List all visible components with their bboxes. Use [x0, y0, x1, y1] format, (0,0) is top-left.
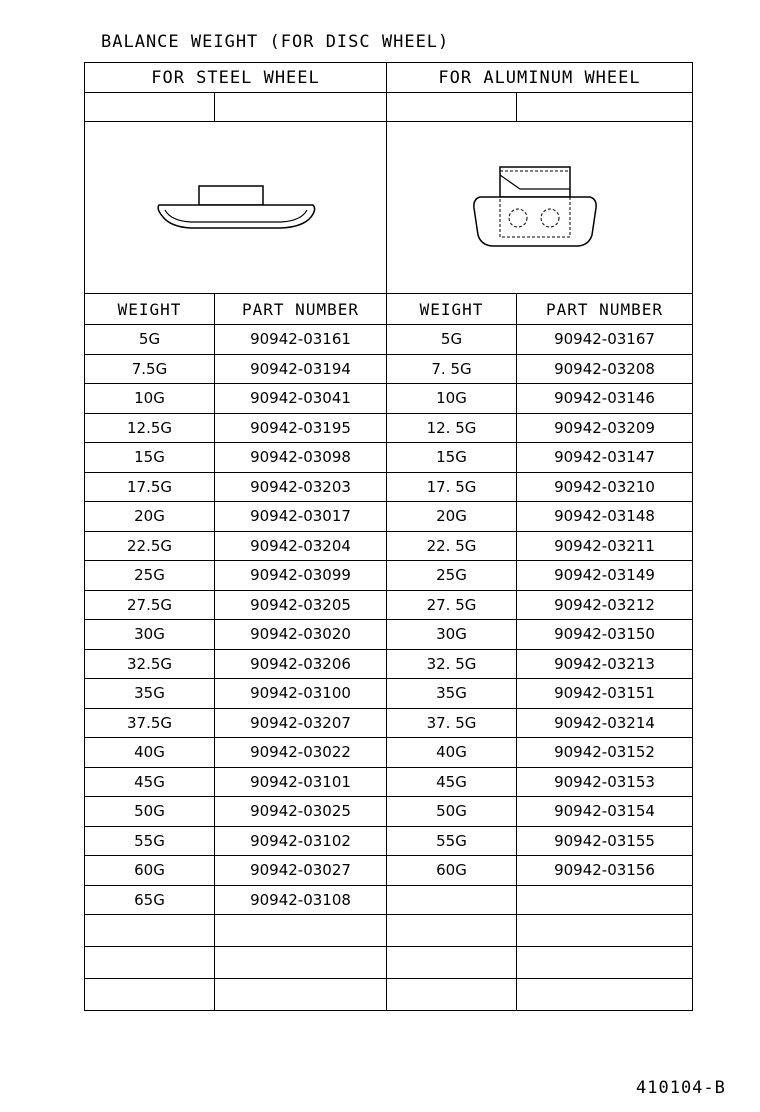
table-row — [85, 885, 693, 915]
steel-part-number-cell: 90942-03020 — [215, 620, 387, 650]
steel-weight-cell: 55G — [85, 826, 215, 856]
table-row — [85, 620, 693, 650]
steel-part-number-cell: 90942-03022 — [215, 738, 387, 768]
blank-cell — [387, 93, 517, 122]
aluminum-weight-cell: 17. 5G — [387, 472, 517, 502]
page-title: BALANCE WEIGHT (FOR DISC WHEEL) — [101, 32, 450, 52]
steel-weight-cell: 65G — [85, 885, 215, 915]
aluminum-adhesive-weight-icon — [470, 163, 610, 253]
aluminum-part-number-cell: 90942-03146 — [517, 384, 693, 414]
aluminum-part-number-cell: 90942-03150 — [517, 620, 693, 650]
aluminum-weight-cell: 12. 5G — [387, 413, 517, 443]
aluminum-weight-cell: 32. 5G — [387, 649, 517, 679]
aluminum-weight-cell: 40G — [387, 738, 517, 768]
aluminum-part-number-cell: 90942-03148 — [517, 502, 693, 532]
steel-part-number-cell: 90942-03194 — [215, 354, 387, 384]
steel-wheel-header: FOR STEEL WHEEL — [85, 63, 387, 93]
steel-part-number-cell: 90942-03102 — [215, 826, 387, 856]
steel-weight-cell: 12.5G — [85, 413, 215, 443]
table-row — [85, 325, 693, 355]
steel-part-number-cell: 90942-03207 — [215, 708, 387, 738]
aluminum-part-number-cell: 90942-03214 — [517, 708, 693, 738]
steel-part-number-column-header: PART NUMBER — [215, 294, 387, 325]
empty-cell — [387, 915, 517, 947]
steel-part-number-cell: 90942-03098 — [215, 443, 387, 473]
aluminum-part-number-cell: 90942-03212 — [517, 590, 693, 620]
steel-weight-cell: 37.5G — [85, 708, 215, 738]
empty-row — [85, 915, 693, 947]
aluminum-part-number-cell: 90942-03151 — [517, 679, 693, 709]
steel-clip-weight-icon — [151, 183, 321, 233]
steel-weight-cell: 50G — [85, 797, 215, 827]
empty-cell — [517, 979, 693, 1011]
blank-cell — [85, 93, 215, 122]
aluminum-weight-cell: 45G — [387, 767, 517, 797]
aluminum-part-number-cell: 90942-03208 — [517, 354, 693, 384]
empty-cell — [215, 915, 387, 947]
table-row — [85, 797, 693, 827]
aluminum-weight-cell: 10G — [387, 384, 517, 414]
column-header-row — [85, 294, 693, 325]
steel-part-number-cell: 90942-03101 — [215, 767, 387, 797]
aluminum-part-number-cell: 90942-03152 — [517, 738, 693, 768]
aluminum-weight-cell: 50G — [387, 797, 517, 827]
steel-part-number-cell: 90942-03041 — [215, 384, 387, 414]
aluminum-weight-cell: 15G — [387, 443, 517, 473]
aluminum-weight-cell: 30G — [387, 620, 517, 650]
blank-cell — [215, 93, 387, 122]
steel-weight-cell: 17.5G — [85, 472, 215, 502]
aluminum-weight-illustration-cell — [387, 122, 693, 294]
steel-weight-cell: 20G — [85, 502, 215, 532]
steel-weight-cell: 30G — [85, 620, 215, 650]
aluminum-part-number-cell: 90942-03153 — [517, 767, 693, 797]
aluminum-weight-cell: 5G — [387, 325, 517, 355]
aluminum-weight-cell: 60G — [387, 856, 517, 886]
aluminum-part-number-cell — [517, 885, 693, 915]
aluminum-part-number-cell: 90942-03213 — [517, 649, 693, 679]
steel-weight-cell: 25G — [85, 561, 215, 591]
table-row — [85, 354, 693, 384]
steel-weight-cell: 27.5G — [85, 590, 215, 620]
steel-weight-cell: 40G — [85, 738, 215, 768]
table-row — [85, 649, 693, 679]
steel-part-number-cell: 90942-03204 — [215, 531, 387, 561]
aluminum-part-number-cell: 90942-03154 — [517, 797, 693, 827]
aluminum-weight-cell: 27. 5G — [387, 590, 517, 620]
table-row — [85, 738, 693, 768]
steel-weight-cell: 5G — [85, 325, 215, 355]
aluminum-weight-cell: 7. 5G — [387, 354, 517, 384]
document-number: 410104-B — [636, 1078, 726, 1098]
table-row — [85, 767, 693, 797]
empty-cell — [85, 979, 215, 1011]
steel-part-number-cell: 90942-03195 — [215, 413, 387, 443]
aluminum-weight-cell: 25G — [387, 561, 517, 591]
aluminum-weight-cell: 37. 5G — [387, 708, 517, 738]
table-row — [85, 856, 693, 886]
steel-weight-cell: 10G — [85, 384, 215, 414]
empty-cell — [387, 979, 517, 1011]
table-row — [85, 443, 693, 473]
empty-row — [85, 979, 693, 1011]
steel-weight-illustration-cell — [85, 122, 387, 294]
aluminum-weight-cell: 20G — [387, 502, 517, 532]
aluminum-weight-cell: 35G — [387, 679, 517, 709]
steel-weight-cell: 35G — [85, 679, 215, 709]
table-row — [85, 708, 693, 738]
steel-part-number-cell: 90942-03161 — [215, 325, 387, 355]
aluminum-weight-column-header: WEIGHT — [387, 294, 517, 325]
empty-cell — [85, 915, 215, 947]
blank-cell — [517, 93, 693, 122]
steel-part-number-cell: 90942-03203 — [215, 472, 387, 502]
aluminum-part-number-cell: 90942-03209 — [517, 413, 693, 443]
steel-weight-cell: 45G — [85, 767, 215, 797]
empty-cell — [387, 947, 517, 979]
section-header-row — [85, 63, 693, 93]
steel-part-number-cell: 90942-03025 — [215, 797, 387, 827]
empty-cell — [215, 947, 387, 979]
aluminum-weight-cell: 22. 5G — [387, 531, 517, 561]
steel-weight-cell: 60G — [85, 856, 215, 886]
steel-part-number-cell: 90942-03099 — [215, 561, 387, 591]
blank-row — [85, 93, 693, 122]
empty-cell — [215, 979, 387, 1011]
aluminum-part-number-cell: 90942-03211 — [517, 531, 693, 561]
steel-weight-column-header: WEIGHT — [85, 294, 215, 325]
empty-cell — [517, 915, 693, 947]
steel-part-number-cell: 90942-03108 — [215, 885, 387, 915]
steel-weight-cell: 32.5G — [85, 649, 215, 679]
balance-weight-table — [84, 62, 693, 1011]
table-row — [85, 413, 693, 443]
table-row — [85, 384, 693, 414]
steel-part-number-cell: 90942-03100 — [215, 679, 387, 709]
aluminum-part-number-cell: 90942-03156 — [517, 856, 693, 886]
aluminum-part-number-cell: 90942-03210 — [517, 472, 693, 502]
table-row — [85, 531, 693, 561]
empty-cell — [85, 947, 215, 979]
steel-part-number-cell: 90942-03206 — [215, 649, 387, 679]
steel-part-number-cell: 90942-03017 — [215, 502, 387, 532]
illustration-row — [85, 122, 693, 294]
steel-weight-cell: 15G — [85, 443, 215, 473]
steel-weight-cell: 7.5G — [85, 354, 215, 384]
steel-weight-cell: 22.5G — [85, 531, 215, 561]
steel-part-number-cell: 90942-03027 — [215, 856, 387, 886]
aluminum-weight-cell — [387, 885, 517, 915]
aluminum-part-number-cell: 90942-03147 — [517, 443, 693, 473]
empty-cell — [517, 947, 693, 979]
aluminum-part-number-cell: 90942-03167 — [517, 325, 693, 355]
aluminum-part-number-column-header: PART NUMBER — [517, 294, 693, 325]
table-row — [85, 472, 693, 502]
empty-row — [85, 947, 693, 979]
aluminum-part-number-cell: 90942-03155 — [517, 826, 693, 856]
table-row — [85, 502, 693, 532]
aluminum-wheel-header: FOR ALUMINUM WHEEL — [387, 63, 693, 93]
steel-part-number-cell: 90942-03205 — [215, 590, 387, 620]
aluminum-part-number-cell: 90942-03149 — [517, 561, 693, 591]
table-row — [85, 679, 693, 709]
table-row — [85, 826, 693, 856]
table-row — [85, 590, 693, 620]
aluminum-weight-cell: 55G — [387, 826, 517, 856]
table-row — [85, 561, 693, 591]
